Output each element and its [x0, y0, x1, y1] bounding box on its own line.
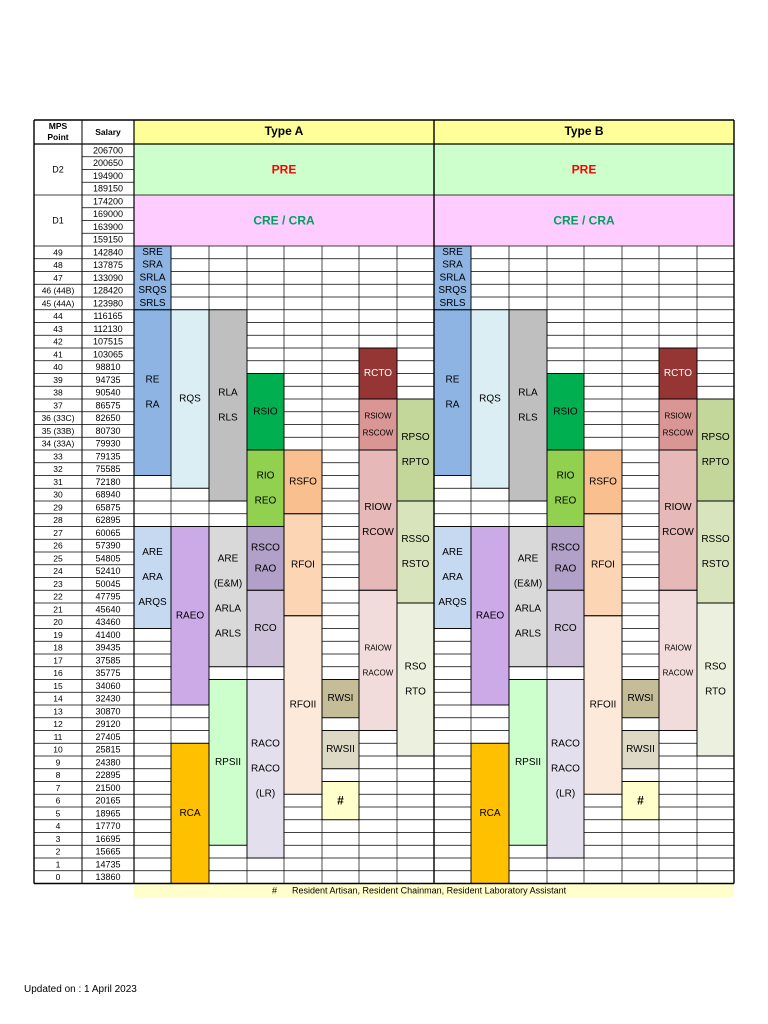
grade-block-b-26: [697, 603, 734, 756]
point-cell: 9: [55, 757, 61, 768]
point-cell: 47: [53, 272, 63, 283]
salary-cell: 137875: [92, 260, 124, 271]
grade-block-a-11: [247, 527, 284, 591]
grade-label: #: [337, 793, 344, 808]
grade-label: RACOW: [362, 668, 394, 678]
grade-block-b-22: [659, 450, 697, 590]
point-cell: 10: [53, 744, 63, 755]
grade-label: RWSI: [327, 693, 354, 705]
grade-block-b-7: [509, 527, 547, 667]
grade-label: RPTO: [701, 457, 730, 468]
grade-label: RACOW: [662, 668, 694, 678]
point-cell: 3: [55, 833, 61, 844]
salary-cell: 107515: [92, 336, 124, 347]
grade-label: RTO: [405, 686, 426, 698]
grade-label: RAIOW: [364, 643, 392, 653]
grade-block-b-25: [697, 501, 734, 603]
point-cell: 44: [53, 311, 63, 322]
salary-cell: 39435: [95, 642, 121, 653]
salary-cell: 128420: [92, 285, 124, 296]
grade-label: RSO: [404, 661, 427, 673]
salary-cell: 50045: [95, 578, 121, 589]
grade-label: RFOII: [289, 699, 317, 711]
salary-cell: 41400: [95, 629, 121, 640]
point-cell: 31: [53, 476, 63, 487]
pre-band-label: PRE: [271, 162, 297, 177]
point-cell: 33: [53, 451, 63, 462]
salary-cell: 206700: [92, 145, 124, 156]
grade-label: RPSO: [401, 432, 430, 443]
point-cell: 14: [53, 693, 63, 704]
grade-label: RSTO: [401, 559, 430, 570]
grade-label: RSIO: [553, 406, 578, 418]
salary-cell: 62895: [95, 515, 121, 526]
point-cell: 42: [53, 336, 63, 347]
salary-cell: 75585: [95, 464, 121, 475]
grade-label: ARQS: [438, 597, 467, 608]
salary-cell: 116165: [93, 311, 123, 322]
grade-label: RSIO: [253, 406, 278, 418]
salary-cell: 169000: [92, 209, 124, 220]
salary-cell: 112130: [93, 323, 123, 334]
point-cell: 27: [53, 527, 63, 538]
salary-cell: 35775: [95, 668, 121, 679]
grade-label: ARLS: [514, 628, 542, 640]
point-cell: 0: [55, 872, 61, 883]
grade-block-a-26: [397, 603, 434, 756]
grade-label: RSSO: [701, 534, 730, 545]
point-cell: 46 (44B): [41, 285, 75, 296]
grade-label: RWSI: [627, 693, 654, 705]
grade-label: SRLA: [139, 272, 166, 284]
point-cell: 43: [53, 323, 63, 334]
salary-cell: 20165: [95, 795, 121, 806]
salary-cell: 54805: [95, 553, 121, 564]
grade-label: RPSO: [701, 432, 730, 443]
point-cell: 4: [55, 821, 61, 832]
grade-label: RLS: [518, 412, 538, 424]
salary-cell: 142840: [92, 247, 124, 258]
grade-label: RCA: [179, 807, 201, 819]
point-cell: 19: [53, 629, 63, 640]
grade-label: RE: [145, 374, 160, 386]
salary-cell: 13860: [95, 872, 121, 883]
grade-label: RA: [445, 399, 460, 411]
grade-label: RQS: [179, 393, 201, 405]
point-cell: 48: [53, 260, 63, 271]
point-cell: 5: [55, 808, 61, 819]
salary-cell: 30870: [95, 706, 121, 717]
grade-label: REO: [254, 495, 277, 507]
grade-block-a-6: [209, 310, 247, 501]
point-cell: 37: [53, 400, 63, 411]
point-cell: 49: [53, 247, 63, 258]
point-cell: 35 (33B): [41, 425, 75, 436]
point-cell: 20: [53, 617, 63, 628]
salary-cell: 37585: [95, 655, 121, 666]
point-cell: 1: [55, 859, 61, 870]
grade-block-b-23: [659, 590, 697, 730]
grade-label: RLS: [218, 412, 238, 424]
grade-block-b-11: [547, 527, 584, 591]
grade-block-a-10: [247, 450, 284, 527]
grade-label: RIO: [256, 470, 275, 482]
point-cell: 17: [53, 655, 63, 666]
point-cell: 29: [53, 502, 63, 513]
grade-label: RLA: [218, 387, 238, 399]
grade-label: RSCOW: [662, 428, 694, 438]
grade-label: SRE: [442, 246, 463, 258]
footnote-text: # Resident Artisan, Resident Chainman, Resident Laboratory Assistant: [272, 885, 567, 896]
grade-label: RCTO: [363, 368, 393, 379]
grade-label: RAEO: [475, 610, 505, 622]
grade-block-a-24: [397, 399, 434, 501]
point-cell: 21: [53, 604, 63, 615]
grade-label: RSTO: [701, 559, 730, 570]
salary-cell: 90540: [95, 387, 121, 398]
point-cell: 23: [53, 578, 63, 589]
grade-block-a-21: [359, 399, 397, 450]
grade-label: RPSII: [214, 756, 242, 768]
grade-label: RCOW: [362, 527, 394, 539]
point-cell: 2: [55, 846, 61, 857]
point-cell: 32: [53, 464, 63, 475]
point-cell: 22: [53, 591, 63, 602]
grade-block-b-1: [434, 310, 471, 476]
salary-cell: 194900: [92, 170, 124, 181]
salary-cell: 43460: [95, 617, 121, 628]
grade-label: RWSII: [626, 744, 655, 756]
salary-cell: 24380: [95, 757, 121, 768]
salary-cell: 65875: [95, 502, 121, 513]
salary-cell: 82650: [95, 413, 121, 424]
grade-label: RIOW: [664, 502, 692, 514]
salary-cell: 14735: [95, 859, 121, 870]
grade-label: ARLS: [214, 628, 242, 640]
salary-cell: 80730: [95, 425, 121, 436]
salary-cell: 21500: [95, 782, 121, 793]
point-cell: 11: [53, 731, 63, 742]
salary-cell: 29120: [95, 719, 121, 730]
salary-cell: 32430: [95, 693, 121, 704]
grade-label: RCO: [254, 623, 277, 634]
salary-cell: 133090: [92, 272, 124, 283]
header-type-a: Type A: [264, 124, 304, 138]
point-cell: 34 (33A): [41, 438, 75, 449]
point-cell: 16: [53, 668, 63, 679]
grade-block-b-6: [509, 310, 547, 501]
grade-label: RACO: [251, 763, 280, 775]
grade-label: RSFO: [589, 476, 617, 488]
salary-cell: 52410: [95, 566, 121, 577]
grade-block-a-1: [134, 310, 171, 476]
point-cell: 15: [53, 680, 63, 691]
grade-label: SRLS: [439, 297, 466, 309]
grade-label: (LR): [555, 788, 576, 800]
grade-label: ARLA: [214, 603, 242, 615]
salary-cell: 163900: [92, 221, 124, 232]
grade-block-a-22: [359, 450, 397, 590]
grade-label: RPTO: [401, 457, 430, 468]
grade-label: SRQS: [438, 285, 467, 297]
salary-cell: 17770: [95, 821, 121, 832]
point-cell: 40: [53, 362, 63, 373]
header-type-b: Type B: [564, 124, 604, 138]
grade-block-b-24: [697, 399, 734, 501]
salary-cell: 22895: [95, 770, 121, 781]
salary-cell: 57390: [95, 540, 121, 551]
salary-cell: 25815: [95, 744, 121, 755]
salary-cell: 15665: [95, 846, 121, 857]
grade-label: RE: [445, 374, 460, 386]
grade-label: ARLA: [514, 603, 542, 615]
salary-cell: 189150: [92, 183, 124, 194]
grade-label: RCOW: [662, 527, 694, 539]
point-cell: 12: [53, 719, 63, 730]
point-cell: 13: [53, 706, 63, 717]
grade-label: #: [637, 793, 644, 808]
salary-cell: 79930: [95, 438, 121, 449]
grade-label: SRA: [442, 259, 463, 271]
grade-label: SRLS: [139, 297, 166, 309]
point-cell: 36 (33C): [41, 413, 75, 424]
grade-label: RSIOW: [364, 411, 392, 421]
grade-label: RSFO: [289, 476, 317, 488]
grade-label: ARE: [217, 553, 239, 565]
grade-label: RSO: [704, 661, 727, 673]
grade-label: ARA: [142, 572, 163, 583]
salary-cell: 174200: [92, 196, 124, 207]
grade-label: RSCOW: [362, 428, 394, 438]
grade-label: RFOI: [291, 559, 315, 571]
cre-band-label: CRE / CRA: [553, 213, 615, 228]
salary-cell: 200650: [92, 158, 124, 169]
point-cell: 28: [53, 515, 63, 526]
salary-cell: 47795: [95, 591, 121, 602]
grade-label: RCA: [479, 807, 501, 819]
salary-cell: 72180: [95, 476, 121, 487]
grade-label: RAO: [254, 563, 277, 575]
point-cell: 45 (44A): [41, 298, 75, 309]
salary-cell: 60065: [95, 527, 121, 538]
point-cell: 25: [53, 553, 63, 564]
point-cell: 30: [53, 489, 63, 500]
grade-label: ARE: [142, 547, 163, 558]
grade-label: ARE: [442, 547, 463, 558]
grade-label: SRLA: [439, 272, 466, 284]
grade-label: ARQS: [138, 597, 167, 608]
point-merged-d1: D1: [52, 215, 64, 226]
grade-block-b-10: [547, 450, 584, 527]
grade-label: RIO: [556, 470, 575, 482]
salary-cell: 18965: [95, 808, 121, 819]
grade-label: RCTO: [663, 368, 693, 379]
point-cell: 7: [55, 782, 61, 793]
grade-label: REO: [554, 495, 577, 507]
grade-label: ARA: [442, 572, 463, 583]
point-cell: 18: [53, 642, 63, 653]
grade-label: RFOII: [589, 699, 617, 711]
point-cell: 24: [53, 566, 63, 577]
grade-block-b-21: [659, 399, 697, 450]
point-cell: 8: [55, 770, 61, 781]
salary-cell: 27405: [95, 731, 121, 742]
point-cell: 41: [53, 349, 63, 360]
grade-block-a-7: [209, 527, 247, 667]
grade-label: RFOI: [591, 559, 615, 571]
salary-cell: 94735: [95, 374, 121, 385]
grade-label: RAO: [554, 563, 577, 575]
header-salary: Salary: [95, 127, 121, 137]
salary-cell: 98810: [95, 362, 121, 373]
grade-label: RACO: [551, 738, 580, 750]
salary-cell: 86575: [95, 400, 121, 411]
grade-label: RWSII: [326, 744, 355, 756]
grade-label: RAEO: [175, 610, 205, 622]
point-cell: 38: [53, 387, 63, 398]
grade-label: (E&M): [213, 578, 243, 590]
salary-cell: 34060: [95, 680, 121, 691]
grade-label: SRE: [142, 246, 163, 258]
grade-label: RTO: [705, 686, 726, 698]
pre-band-label: PRE: [571, 162, 597, 177]
grade-label: RPSII: [514, 756, 542, 768]
updated-on-text: Updated on : 1 April 2023: [24, 984, 137, 995]
grade-label: (E&M): [513, 578, 543, 590]
salary-cell: 79135: [95, 451, 121, 462]
grade-block-a-25: [397, 501, 434, 603]
salary-cell: 68940: [95, 489, 121, 500]
grade-label: RACO: [251, 738, 280, 750]
grade-label: SRQS: [138, 285, 167, 297]
point-cell: 6: [55, 795, 61, 806]
point-merged-d2: D2: [52, 164, 64, 175]
grade-label: RSIOW: [664, 411, 692, 421]
salary-cell: 103065: [92, 349, 124, 360]
grade-block-a-23: [359, 590, 397, 730]
grade-label: RLA: [518, 387, 538, 399]
header-mps: MPS: [48, 121, 68, 131]
grade-label: RSCO: [551, 542, 580, 554]
point-cell: 39: [53, 374, 63, 385]
grade-label: RA: [145, 399, 160, 411]
cre-band-label: CRE / CRA: [253, 213, 315, 228]
grade-label: RCO: [554, 623, 577, 634]
grade-label: RSCO: [251, 542, 280, 554]
grade-label: RIOW: [364, 502, 392, 514]
grade-label: RACO: [551, 763, 580, 775]
grade-label: (LR): [255, 788, 276, 800]
header-point: Point: [47, 132, 69, 142]
salary-cell: 45640: [95, 604, 121, 615]
grade-label: RQS: [479, 393, 501, 405]
salary-cell: 16695: [95, 833, 121, 844]
point-cell: 26: [53, 540, 63, 551]
grade-label: ARE: [517, 553, 539, 565]
grade-label: RAIOW: [664, 643, 692, 653]
grade-label: SRA: [142, 259, 163, 271]
salary-cell: 159150: [92, 234, 124, 245]
grade-label: RSSO: [401, 534, 430, 545]
salary-cell: 123980: [92, 298, 124, 309]
